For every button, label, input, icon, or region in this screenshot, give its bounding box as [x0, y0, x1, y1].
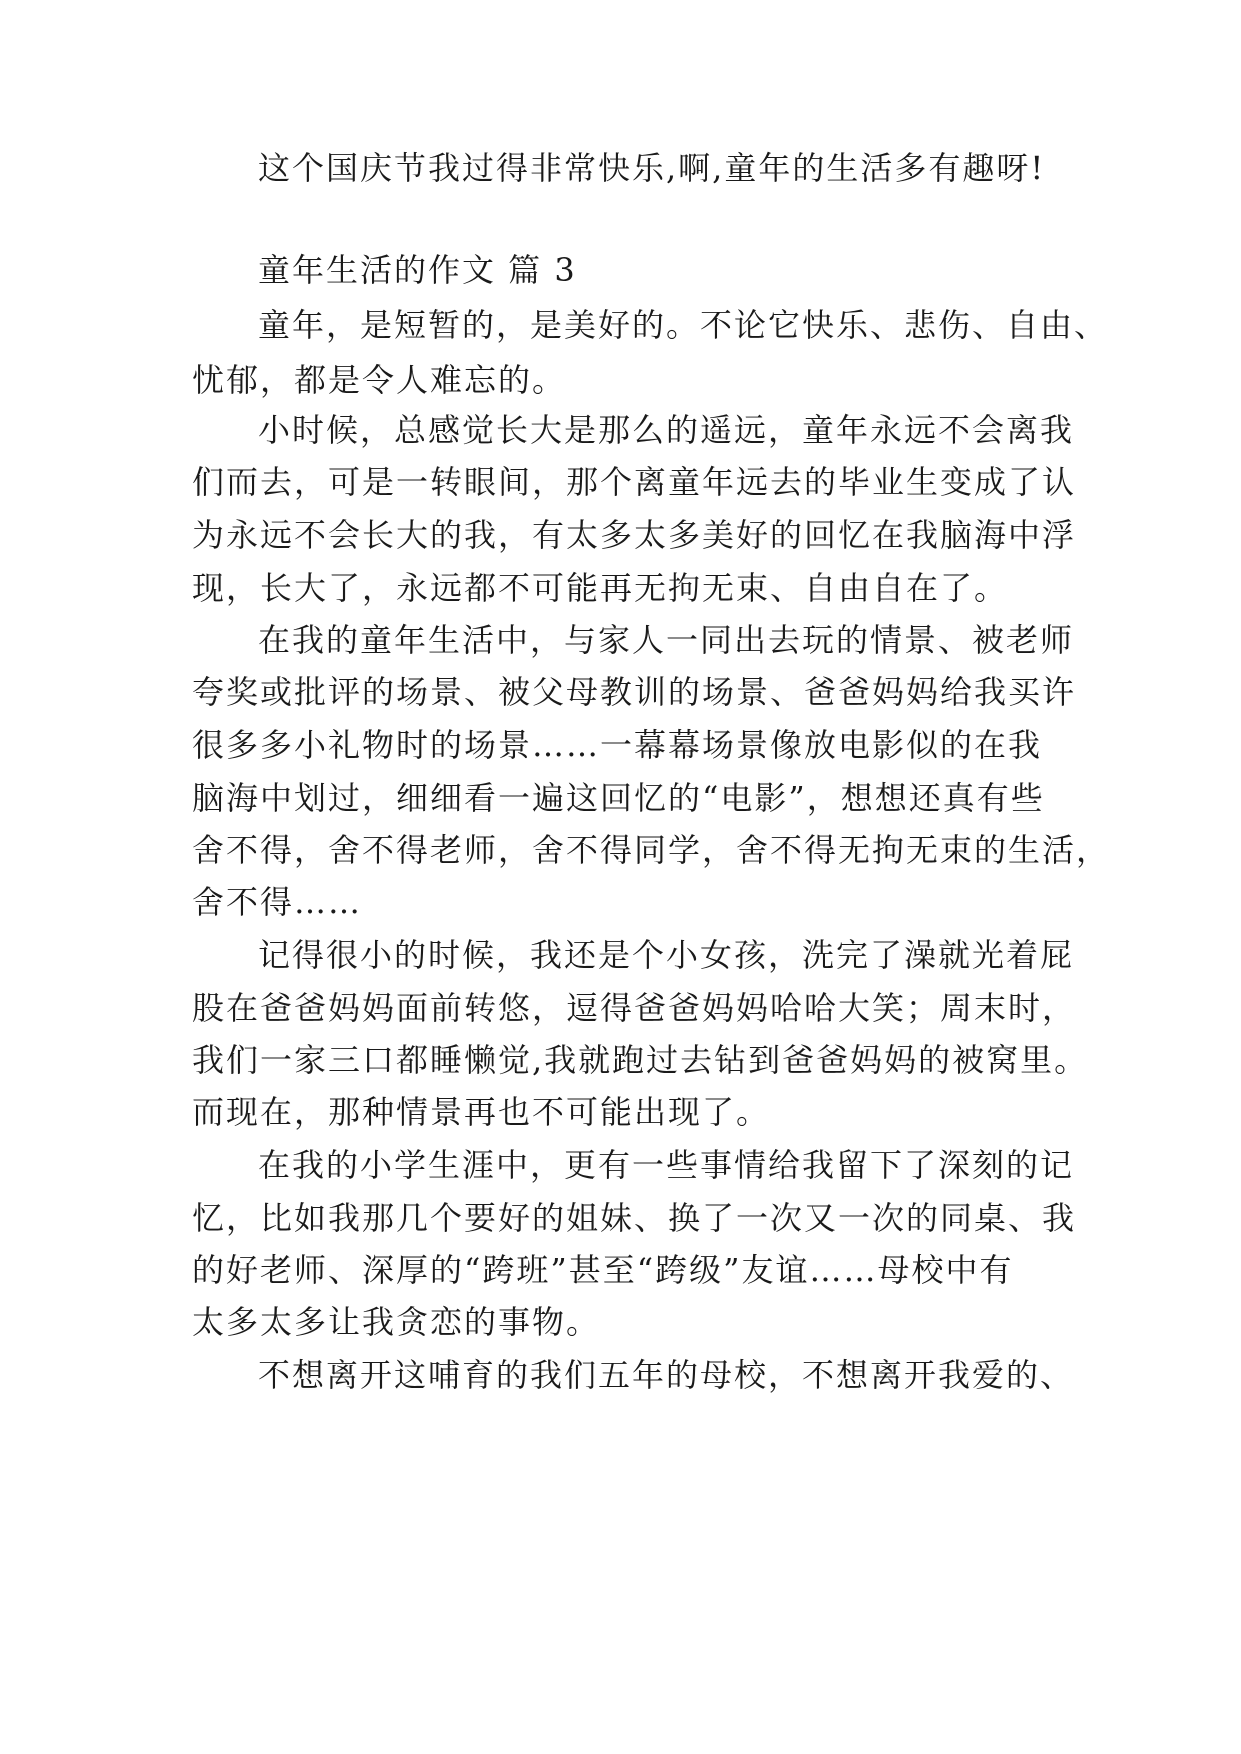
- paragraph-3-line-1: 在我的童年生活中，与家人一同出去玩的情景、被老师: [258, 621, 1075, 659]
- paragraph-5-line-4: 太多太多让我贪恋的事物。: [192, 1303, 601, 1341]
- paragraph-4-line-1: 记得很小的时候，我还是个小女孩，洗完了澡就光着屁: [258, 936, 1075, 974]
- paragraph-3-line-3: 很多多小礼物时的场景……一幕幕场景像放电影似的在我: [192, 726, 1043, 764]
- paragraph-5-line-1: 在我的小学生涯中，更有一些事情给我留下了深刻的记: [258, 1146, 1075, 1184]
- paragraph-6-line-1: 不想离开这哺育的我们五年的母校，不想离开我爱的、: [258, 1356, 1075, 1394]
- section-heading: 童年生活的作文 篇 3: [258, 251, 577, 289]
- paragraph-2-line-4: 现，长大了，永远都不可能再无拘无束、自由自在了。: [192, 569, 1009, 607]
- paragraph-1-line-2: 忧郁，都是令人难忘的。: [192, 361, 567, 399]
- paragraph-3-line-5: 舍不得，舍不得老师，舍不得同学，舍不得无拘无束的生活，: [192, 831, 1111, 869]
- paragraph-2-line-2: 们而去，可是一转眼间，那个离童年远去的毕业生变成了认: [192, 463, 1077, 501]
- paragraph-3-line-2: 夸奖或批评的场景、被父母教训的场景、爸爸妈妈给我买许: [192, 673, 1077, 711]
- closing-sentence: 这个国庆节我过得非常快乐,啊,童年的生活多有趣呀!: [258, 149, 1046, 187]
- paragraph-3-line-6: 舍不得……: [192, 883, 363, 921]
- paragraph-2-line-3: 为永远不会长大的我，有太多太多美好的回忆在我脑海中浮: [192, 516, 1077, 554]
- paragraph-1-line-1: 童年，是短暂的，是美好的。不论它快乐、悲伤、自由、: [258, 306, 1109, 344]
- paragraph-5-line-3: 的好老师、深厚的“跨班”甚至“跨级”友谊……母校中有: [192, 1251, 1014, 1289]
- paragraph-2-line-1: 小时候，总感觉长大是那么的遥远，童年永远不会离我: [258, 411, 1075, 449]
- paragraph-5-line-2: 忆，比如我那几个要好的姐妹、换了一次又一次的同桌、我: [192, 1199, 1077, 1237]
- paragraph-4-line-2: 股在爸爸妈妈面前转悠，逗得爸爸妈妈哈哈大笑；周末时，: [192, 989, 1077, 1027]
- paragraph-4-line-4: 而现在，那种情景再也不可能出现了。: [192, 1093, 771, 1131]
- paragraph-3-line-4: 脑海中划过，细细看一遍这回忆的“电影”，想想还真有些: [192, 779, 1045, 817]
- paragraph-4-line-3: 我们一家三口都睡懒觉,我就跑过去钻到爸爸妈妈的被窝里。: [192, 1041, 1089, 1079]
